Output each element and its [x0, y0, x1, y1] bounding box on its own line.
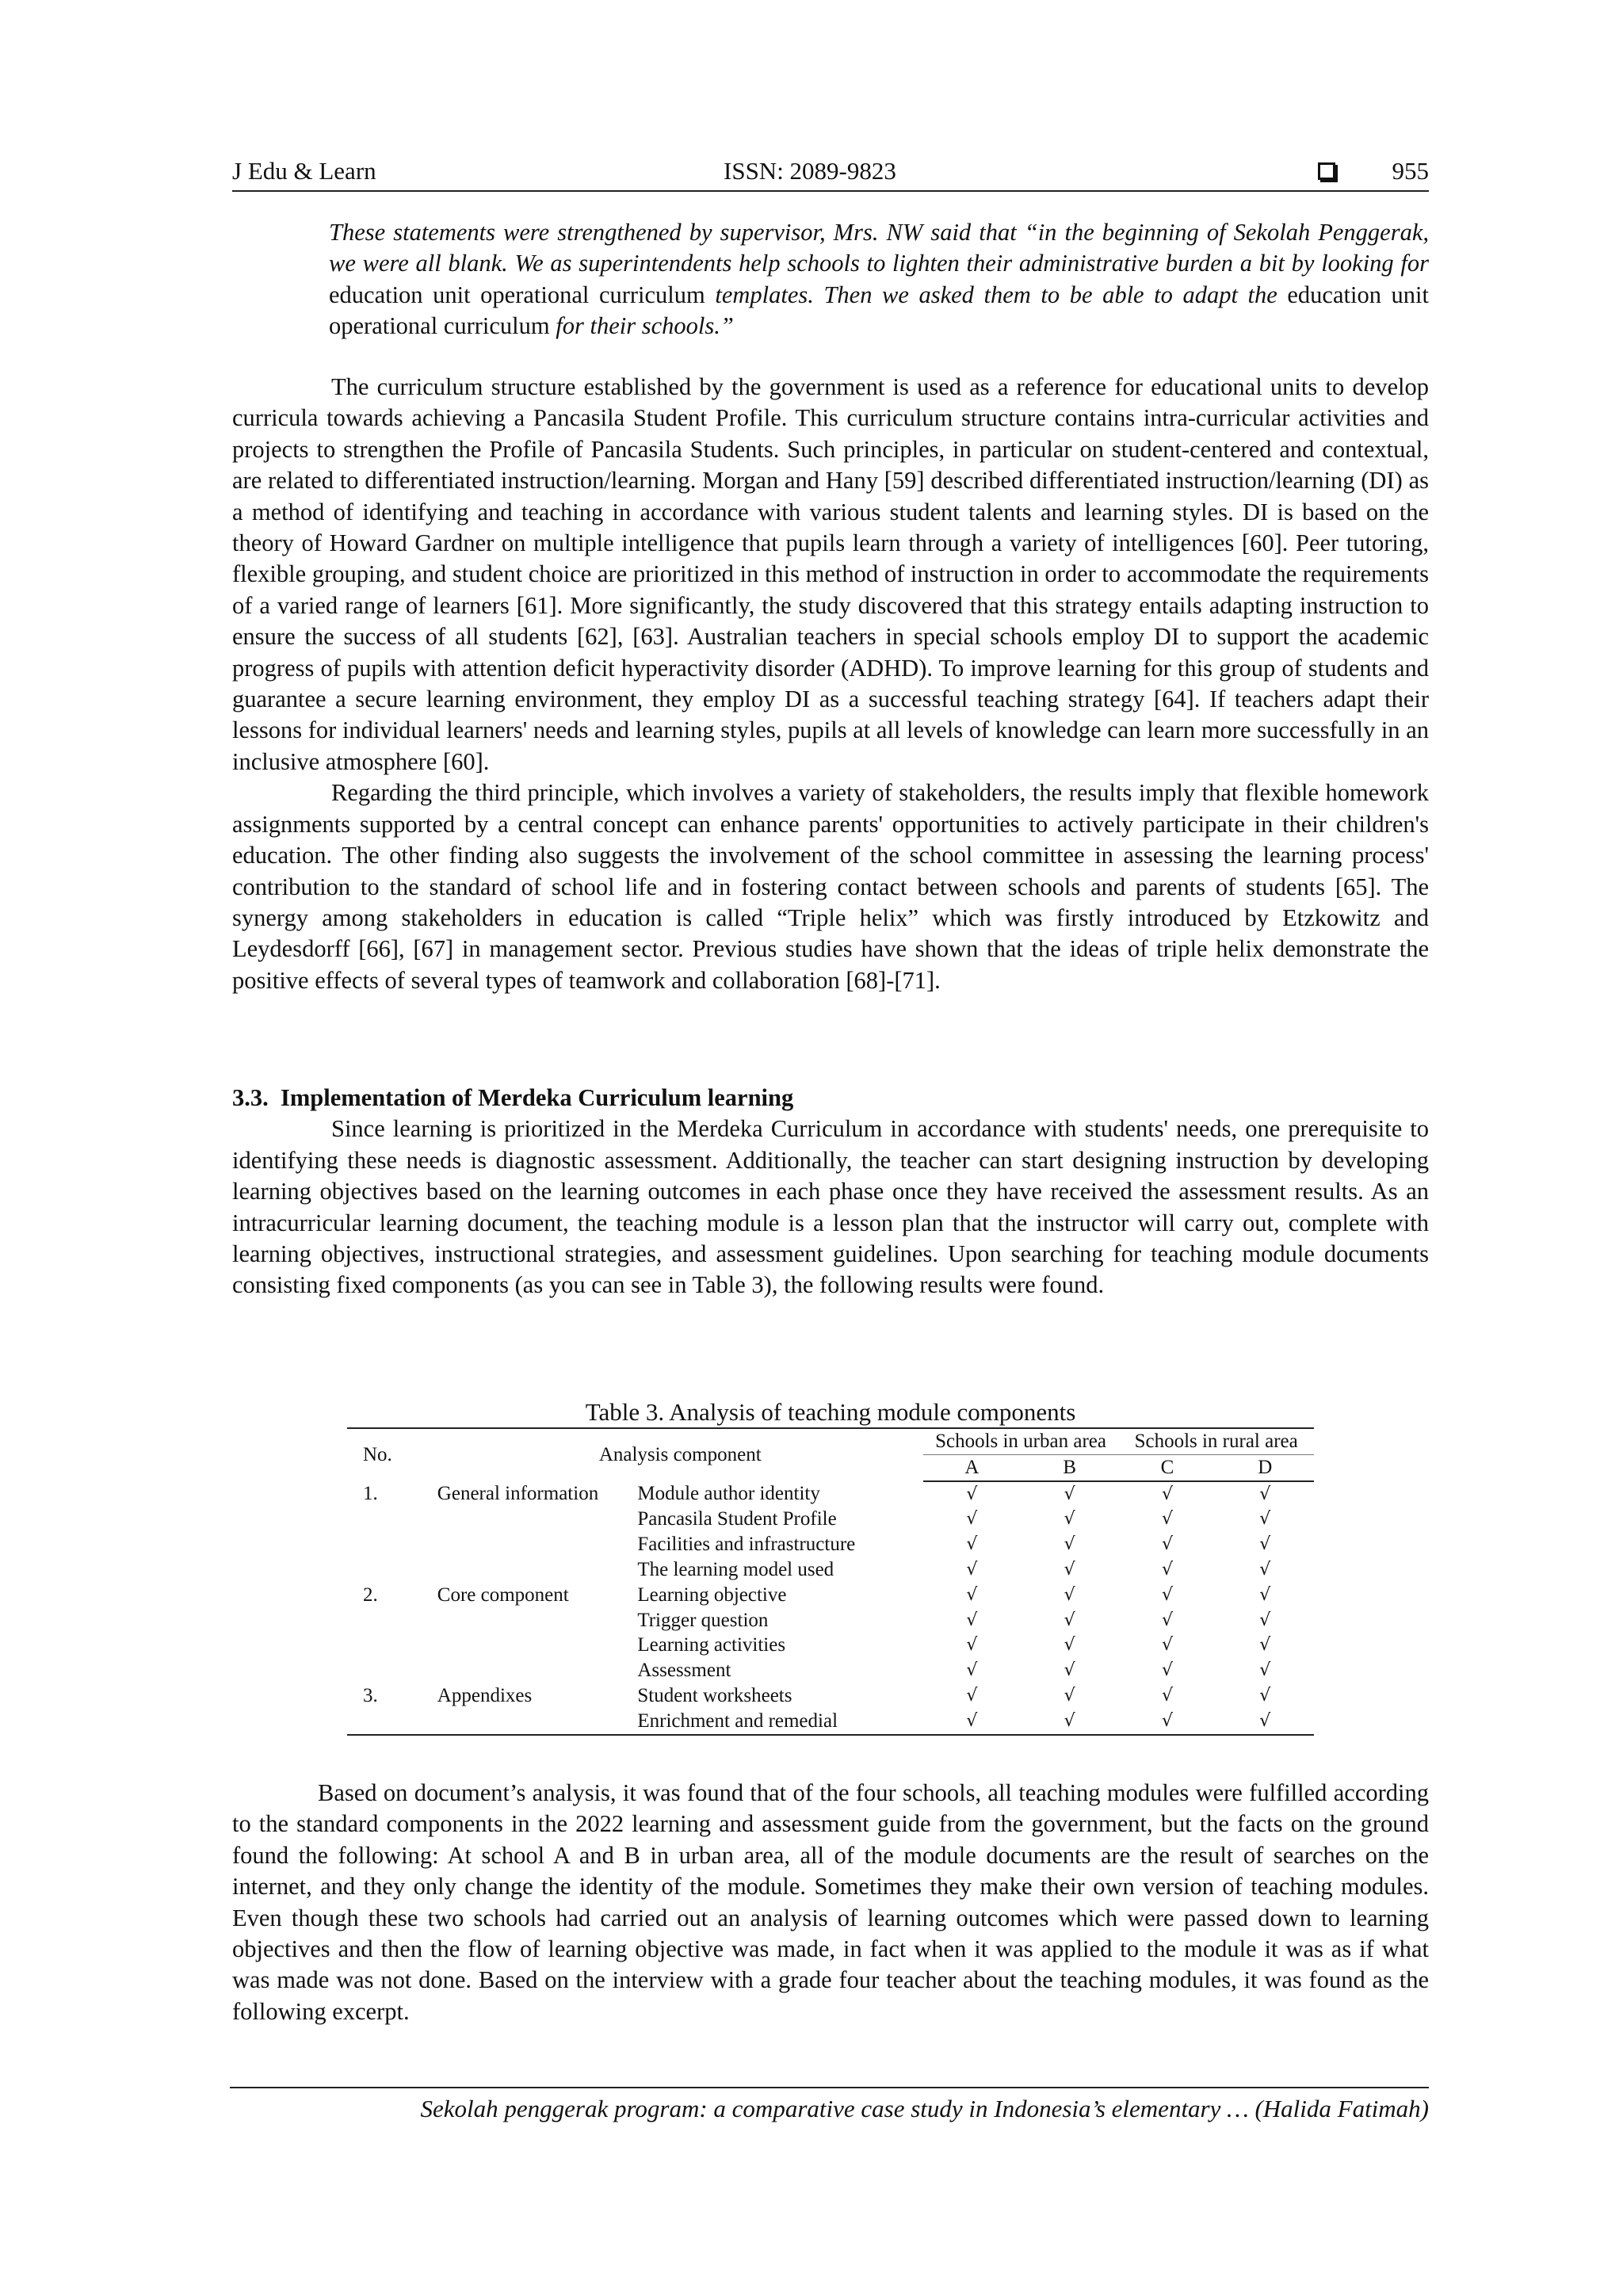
check-c: √ [1118, 1709, 1216, 1735]
table-row [347, 1557, 1314, 1583]
cell-component: Pancasila Student Profile [637, 1508, 837, 1530]
check-c: √ [1161, 1610, 1173, 1630]
check-a: √ [966, 1584, 978, 1605]
check-d: √ [1259, 1660, 1271, 1681]
journal-name: J Edu & Learn [232, 157, 376, 185]
cell-component: The learning model used [637, 1558, 834, 1580]
body-text-top [232, 372, 1429, 996]
col-school-a: A [923, 1454, 1021, 1480]
body-text-bottom [232, 1778, 1429, 2027]
col-school-c: C [1118, 1454, 1216, 1480]
cell-category [437, 1608, 638, 1633]
check-c: √ [1161, 1660, 1173, 1681]
table-row [347, 1608, 1314, 1633]
table-row [347, 1658, 1314, 1683]
check-a: √ [966, 1685, 978, 1706]
cell-component: Learning activities [637, 1634, 786, 1656]
col-group-urban: Schools in urban area [923, 1428, 1119, 1454]
check-d: √ [1259, 1685, 1271, 1706]
check-a: √ [966, 1559, 978, 1580]
cell-category: General information [437, 1482, 599, 1504]
cell-category: Core component [437, 1584, 569, 1606]
cell-component: Assessment [637, 1660, 731, 1682]
check-b: √ [1064, 1484, 1075, 1504]
paragraph-stakeholders: Regarding the third principle, which involves a variety of stakeholders, the results imply that flexible homework assignments supported by a central concept can enhance parents' opportunities to actively participate in their children's education. The other finding also suggests the involvement of the school committee in assessing the learning process' contribution to the standard of school life and in fostering contact between schools and parents of students [65]. The synergy among stakeholders in education is called “Triple helix” which was firstly introduced by Etzkowitz and Leydesdorff [66], [67] in management sector. Previous studies have shown that the ideas of triple helix demonstrate the positive effects of several types of teamwork and collaboration [68]-[71]. [232, 779, 1429, 994]
check-b: √ [1064, 1534, 1075, 1555]
running-header [232, 155, 1429, 192]
check-d: √ [1259, 1610, 1271, 1630]
check-a: √ [966, 1635, 978, 1656]
check-d: √ [1259, 1559, 1271, 1580]
cell-no [347, 1532, 437, 1557]
check-a: √ [966, 1484, 978, 1504]
check-c: √ [1161, 1685, 1173, 1706]
cell-component: Enrichment and remedial [637, 1709, 922, 1735]
check-b: √ [1064, 1685, 1075, 1706]
cell-category [437, 1507, 638, 1532]
check-c: √ [1161, 1484, 1173, 1504]
check-b: √ [1064, 1610, 1075, 1630]
cell-component: Learning objective [637, 1584, 787, 1606]
section-heading: 3.3. Implementation of Merdeka Curriculum learning [232, 1084, 794, 1111]
check-c: √ [1161, 1534, 1173, 1555]
check-c: √ [1161, 1635, 1173, 1656]
check-b: √ [1064, 1584, 1075, 1605]
check-b: √ [1021, 1709, 1118, 1735]
issn: ISSN: 2089-9823 [724, 157, 896, 185]
cell-category [437, 1633, 638, 1658]
check-a: √ [966, 1534, 978, 1555]
quote-normal-2: education unit operational curriculum [329, 281, 1429, 340]
section-3-3 [232, 1083, 1429, 1301]
table-row [347, 1583, 1314, 1608]
check-a: √ [966, 1660, 978, 1681]
col-no: No. [347, 1428, 437, 1481]
table-caption: Table 3. Analysis of teaching module components [585, 1398, 1076, 1426]
cell-no [347, 1633, 437, 1658]
cell-category [437, 1557, 638, 1583]
table-row [347, 1709, 1314, 1735]
col-group-rural: Schools in rural area [1118, 1428, 1314, 1454]
cell-no: 3. [363, 1684, 378, 1706]
cell-component: Student worksheets [637, 1684, 792, 1706]
table-row [347, 1481, 1314, 1507]
paragraph-differentiated-instruction: The curriculum structure established by the government is used as a reference for educational units to develop curricula towards achieving a Pancasila Student Profile. This curriculum structure contains intra-curricular activities and projects to strengthen the Profile of Pancasila Students. Such principles, in particular on student-centered and contextual, are related to differentiated instruction/learning. Morgan and Hany [59] described differentiated instruction/learning (DI) as a method of identifying and teaching in accordance with various student talents and learning styles. DI is based on the theory of Howard Gardner on multiple intelligence that pupils learn through a variety of intelligences [60]. Peer tutoring, flexible grouping, and student choice are prioritized in this method of instruction in order to accommodate the requirements of a varied range of learners [61]. More significantly, the study discovered that this strategy entails adapting instruction to ensure the success of all students [62], [63]. Australian teachers in special schools employ DI to support the academic progress of pupils with attention deficit hyperactivity disorder (ADHD). To improve learning for this group of students and guarantee a secure learning environment, they employ DI as a successful teaching strategy [64]. If teachers adapt their lessons for individual learners' needs and learning styles, pupils at all levels of knowledge can learn more successfully in an inclusive atmosphere [60]. [232, 373, 1429, 775]
cell-no [347, 1658, 437, 1683]
quote-italic-1: These statements were strengthened by supervisor, Mrs. NW said that “in the beginning of Sekolah Penggerak, we were all blank. We as superintendents help schools to lighten their administrative burden a bit by looking for [329, 219, 1429, 277]
quote-normal-1: education unit operational curriculum [329, 281, 716, 308]
cell-no: 1. [363, 1482, 378, 1504]
cell-component: Trigger question [637, 1609, 769, 1631]
quote-italic-2: templates. Then we asked them to be able to adapt the [715, 281, 1277, 308]
check-c: √ [1161, 1584, 1173, 1605]
paragraph-document-analysis: Based on document’s analysis, it was found that of the four schools, all teaching modules were fulfilled according to the standard components in the 2022 learning and assessment guide from the government, but the facts on the ground found the following: At school A and B in urban area, all of the module documents are the result of searches on the internet, and they only change the identity of the module. Sometimes they make their own version of teaching modules. Even though these two schools had carried out an analysis of learning outcomes which were passed down to learning objectives and then the flow of learning objective was made, in fact when it was applied to the module it was as if what was made was not done. Based on the interview with a grade four teacher about the teaching modules, it was found as the following excerpt. [232, 1779, 1429, 2025]
teaching-module-table [347, 1427, 1314, 1736]
col-school-d: D [1216, 1454, 1314, 1480]
check-b: √ [1064, 1635, 1075, 1656]
check-d: √ [1259, 1584, 1271, 1605]
col-school-b: B [1021, 1454, 1118, 1480]
cell-category: Appendixes [437, 1684, 533, 1706]
cell-no [347, 1507, 437, 1532]
square-bullet-icon [1318, 162, 1335, 180]
page-number: 955 [1392, 157, 1429, 185]
cell-category [437, 1709, 638, 1735]
paragraph-implementation: Since learning is prioritized in the Merdeka Curriculum in accordance with students' needs, one prerequisite to identifying these needs is diagnostic assessment. Additionally, the teacher can start designing instruction by developing learning objectives based on the learning outcomes in each phase once they have received the assessment results. As an intracurricular learning document, the teaching module is a lesson plan that the instructor will carry out, complete with learning objectives, instructional strategies, and assessment guidelines. Upon searching for teaching module documents consisting fixed components (as you can see in Table 3), the following results were found. [232, 1115, 1429, 1299]
check-b: √ [1064, 1660, 1075, 1681]
check-a: √ [966, 1509, 978, 1530]
check-c: √ [1161, 1509, 1173, 1530]
col-analysis-component: Analysis component [437, 1428, 923, 1481]
cell-no [347, 1557, 437, 1583]
table-row [347, 1633, 1314, 1658]
cell-no [347, 1709, 437, 1735]
cell-no: 2. [363, 1584, 378, 1606]
table-row [347, 1507, 1314, 1532]
check-d: √ [1259, 1635, 1271, 1656]
quote-italic-3: for their schools.” [556, 312, 734, 340]
table-body [347, 1481, 1314, 1735]
interview-quote [329, 217, 1429, 342]
check-a: √ [923, 1709, 1021, 1735]
check-c: √ [1161, 1559, 1173, 1580]
check-d: √ [1259, 1484, 1271, 1504]
check-d: √ [1259, 1509, 1271, 1530]
table-row [347, 1683, 1314, 1709]
cell-component: Module author identity [637, 1482, 820, 1504]
cell-category [437, 1532, 638, 1557]
running-footer: Sekolah penggerak program: a comparative case study in Indonesia’s elementary … (Halida Fatimah) [230, 2087, 1429, 2125]
table-row [347, 1532, 1314, 1557]
check-d: √ [1216, 1709, 1314, 1735]
check-b: √ [1064, 1509, 1075, 1530]
cell-component: Facilities and infrastructure [637, 1534, 856, 1556]
cell-no [347, 1608, 437, 1633]
check-a: √ [966, 1610, 978, 1630]
cell-category [437, 1658, 638, 1683]
check-b: √ [1064, 1559, 1075, 1580]
check-d: √ [1259, 1534, 1271, 1555]
